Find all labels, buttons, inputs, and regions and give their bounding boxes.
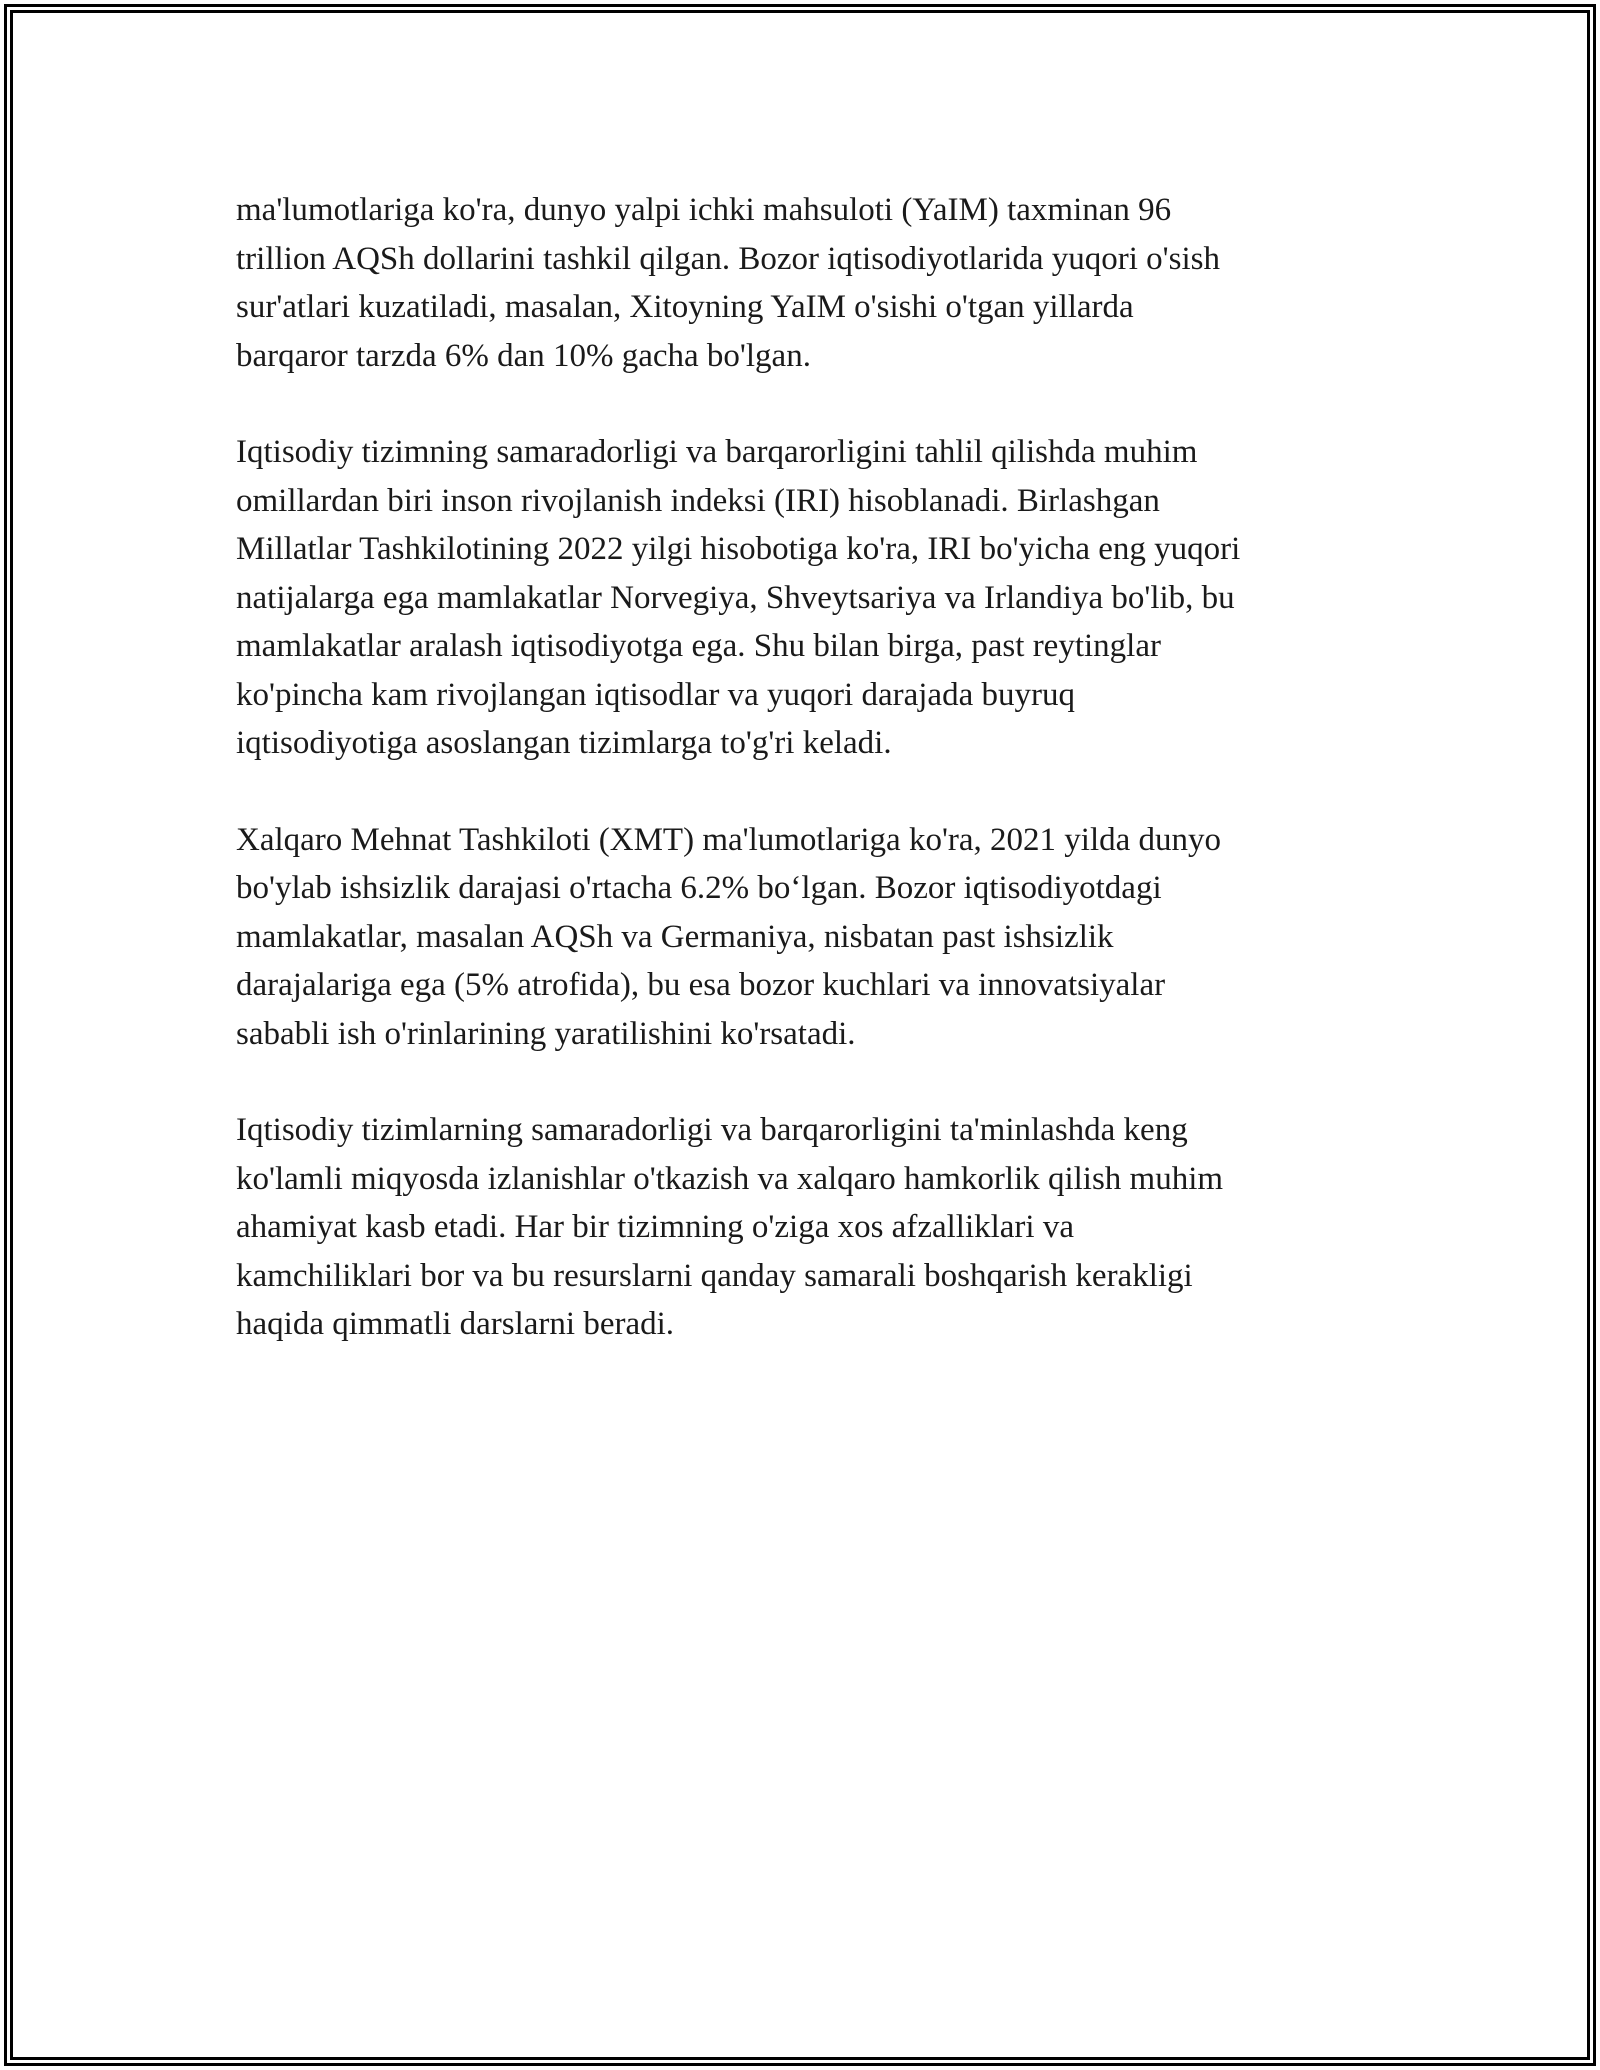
text-line: Iqtisodiy tizimlarning samaradorligi va barqarorligini ta'minlashda keng	[236, 1112, 1188, 1148]
text-line: ko'lamli miqyosda izlanishlar o'tkazish va xalqaro hamkorlik qilish muhim	[236, 1160, 1224, 1197]
paragraph-conclusion	[236, 1106, 1376, 1349]
text-line: mamlakatlar, masalan AQSh va Germaniya, nisbatan past ishsizlik	[236, 918, 1114, 955]
text-line: Millatlar Tashkilotining 2022 yilgi hisobotiga ko'ra, IRI bo'yicha eng yuqori	[236, 531, 1241, 567]
text-line: Xalqaro Mehnat Tashkiloti (XMT) ma'lumotlariga ko'ra, 2021 yilda dunyo	[236, 821, 1222, 858]
paragraph-gdp	[236, 186, 1376, 380]
text-line: haqida qimmatli darslarni beradi.	[236, 1306, 675, 1342]
text-line: kamchiliklari bor va bu resurslarni qanday samarali boshqarish kerakligi	[236, 1257, 1193, 1294]
text-line: barqaror tarzda 6% dan 10% gacha bo'lgan.	[236, 337, 811, 374]
text-line: mamlakatlar aralash iqtisodiyotga ega. Shu bilan birga, past reytinglar	[236, 628, 1161, 664]
text-line: sababli ish o'rinlarining yaratilishini ko'rsatadi.	[236, 1015, 856, 1052]
paragraph-unemployment	[236, 816, 1376, 1059]
text-line: sur'atlari kuzatiladi, masalan, Xitoyning YaIM o'sishi o'tgan yillarda	[236, 289, 1134, 325]
text-line: trillion AQSh dollarini tashkil qilgan. Bozor iqtisodiyotlarida yuqori o'sish	[236, 240, 1220, 277]
text-line: ahamiyat kasb etadi. Har bir tizimning o'ziga xos afzalliklari va	[236, 1209, 1074, 1245]
text-line: ko'pincha kam rivojlangan iqtisodlar va yuqori darajada buyruq	[236, 676, 1075, 713]
text-line: Iqtisodiy tizimning samaradorligi va barqarorligini tahlil qilishda muhim	[236, 434, 1198, 470]
paragraph-hdi	[236, 428, 1376, 768]
text-line: bo'ylab ishsizlik darajasi o'rtacha 6.2% bo‘lgan. Bozor iqtisodiyotdagi	[236, 870, 1162, 906]
text-line: natijalarga ega mamlakatlar Norvegiya, Shveytsariya va Irlandiya bo'lib, bu	[236, 579, 1235, 616]
document-body	[236, 186, 1376, 1397]
text-line: iqtisodiyotiga asoslangan tizimlarga to'g'ri keladi.	[236, 725, 892, 761]
text-line: darajalariga ega (5% atrofida), bu esa bozor kuchlari va innovatsiyalar	[236, 967, 1166, 1003]
text-line: ma'lumotlariga ko'ra, dunyo yalpi ichki mahsuloti (YaIM) taxminan 96	[236, 192, 1172, 228]
text-line: omillardan biri inson rivojlanish indeksi (IRI) hisoblanadi. Birlashgan	[236, 482, 1160, 519]
